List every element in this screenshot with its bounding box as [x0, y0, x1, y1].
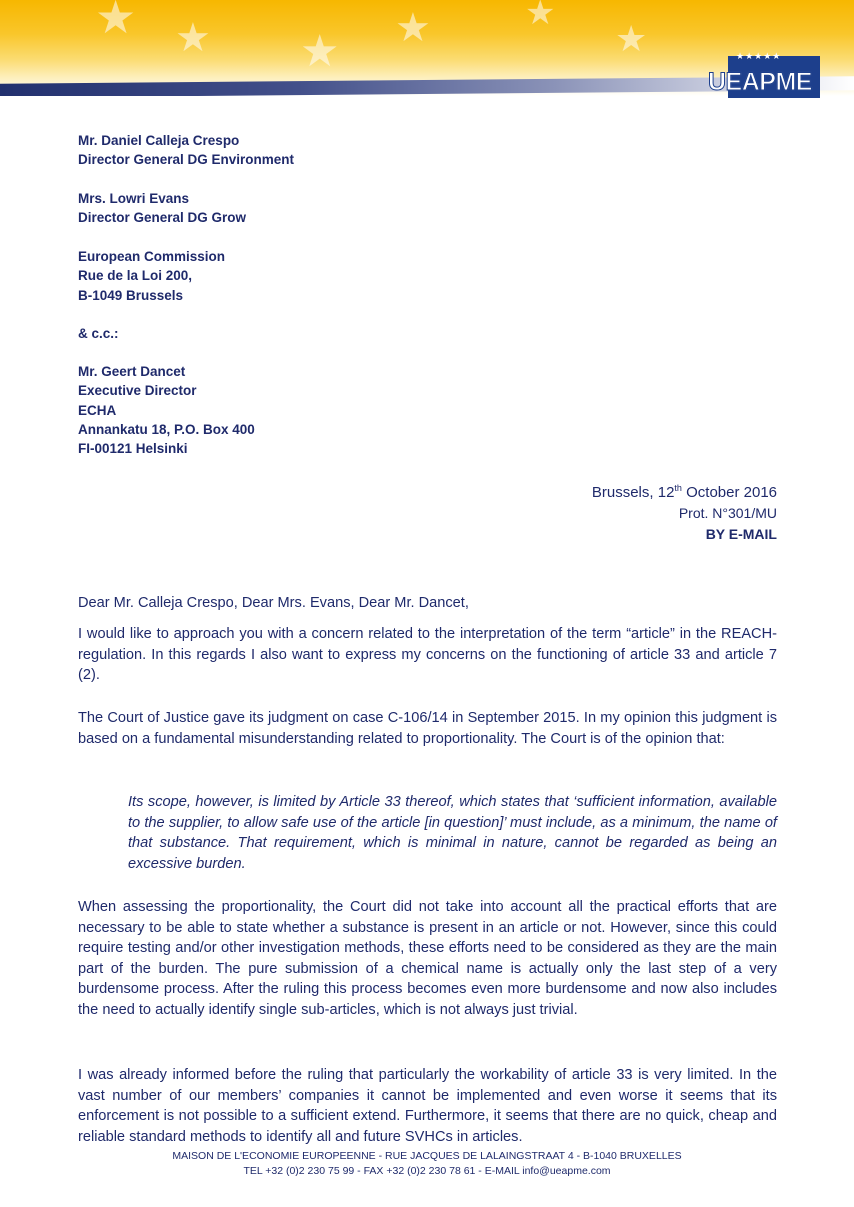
- star-icon: ★: [95, 0, 137, 44]
- paragraph-text: When assessing the proportionality, the Court did not take into account all the practical efforts that are necessary to be able to state whether a substance is present in an article or not. However, since this could require testing and/or other investigation methods, these efforts need to be considered as they are the main part of the burden. The pure submission of a chemical name is actually only the last step of a very burdensome process. After the ruling this process becomes even more burdensome and now also includes the need to actually identify single sub-articles, which is not always just trivial.: [78, 899, 777, 1018]
- letter-date: Brussels, 12th October 2016: [591, 483, 777, 501]
- recipient-title: Director General DG Environment: [78, 152, 295, 168]
- star-icon: ★: [525, 0, 556, 33]
- org-street: Rue de la Loi 200,: [78, 268, 193, 284]
- court-quote: [128, 792, 777, 874]
- cc-name: Mr. Geert Dancet: [78, 364, 186, 379]
- cc-recipient: [78, 362, 255, 458]
- recipient-name: Mr. Daniel Calleja Crespo: [78, 133, 240, 148]
- recipient-2: [78, 189, 246, 228]
- salutation-text: Dear Mr. Calleja Crespo, Dear Mrs. Evans, Dear Mr. Dancet,: [78, 595, 469, 611]
- footer-contact: TEL +32 (0)2 230 75 99 - FAX +32 (0)2 230 78 61 - E-MAIL info@ueapme.com: [243, 1165, 611, 1177]
- delivery-method: BY E-MAIL: [705, 526, 777, 542]
- logo-text: UEAPME: [708, 68, 812, 96]
- cc-label: [78, 324, 119, 343]
- star-icon: ★: [615, 19, 648, 60]
- salutation: [78, 593, 777, 614]
- star-icon: ★: [175, 15, 211, 61]
- recipient-name: Mrs. Lowri Evans: [78, 191, 190, 206]
- logo-stars-icon: ★★★★★: [736, 52, 782, 62]
- ueapme-logo: [706, 48, 820, 98]
- recipient-1: [78, 131, 294, 170]
- footer-address: MAISON DE L'ECONOMIE EUROPEENNE - RUE JACQUES DE LALAINGSTRAAT 4 - B-1040 BRUXELLES: [172, 1150, 682, 1162]
- cc-label-text: & c.c.:: [78, 326, 119, 341]
- org-name: European Commission: [78, 249, 226, 264]
- paragraph-2: [78, 708, 777, 749]
- quote-text: Its scope, however, is limited by Article 33 thereof, which states that ‘sufficient information, available to the supplier, to allow safe use of the article [in question]’ must include, as a minimum, the name of that substance. That requirement, which is minimal in nature, cannot be regarded as being an excessive burden.: [128, 794, 777, 872]
- cc-org: ECHA: [78, 402, 117, 418]
- star-icon: ★: [300, 26, 340, 77]
- paragraph-text: I would like to approach you with a concern related to the interpretation of the term “article” in the REACH-regulation. In this regards I also want to express my concerns on the functioning of article 33 and article 7 (2).: [78, 626, 777, 684]
- cc-street: Annankatu 18, P.O. Box 400: [78, 421, 255, 437]
- cc-title: Executive Director: [78, 383, 197, 399]
- date-block: [592, 478, 777, 545]
- paragraph-1: [78, 624, 777, 686]
- paragraph-3: [78, 897, 777, 1021]
- paragraph-text: The Court of Justice gave its judgment on case C-106/14 in September 2015. In my opinion this judgment is based on a fundamental misunderstanding related to proportionality. The Court is of the opinion that:: [78, 710, 777, 747]
- cc-city: FI-00121 Helsinki: [78, 441, 188, 457]
- paragraph-text: I was already informed before the ruling that particularly the workability of article 33 is very limited. In the vast number of our members’ companies it cannot be implemented and even worse it seems that its enforcement is not possible to a sufficient extend. Furthermore, it seems that there are no quick, cheap and reliable standard methods to identify all and future SVHCs in articles.: [78, 1067, 777, 1145]
- recipient-title: Director General DG Grow: [78, 210, 247, 226]
- recipient-organization: [78, 247, 225, 305]
- protocol-number: Prot. N°301/MU: [678, 505, 777, 521]
- paragraph-4: [78, 1065, 777, 1147]
- org-city: B-1049 Brussels: [78, 287, 184, 303]
- star-icon: ★: [395, 5, 431, 51]
